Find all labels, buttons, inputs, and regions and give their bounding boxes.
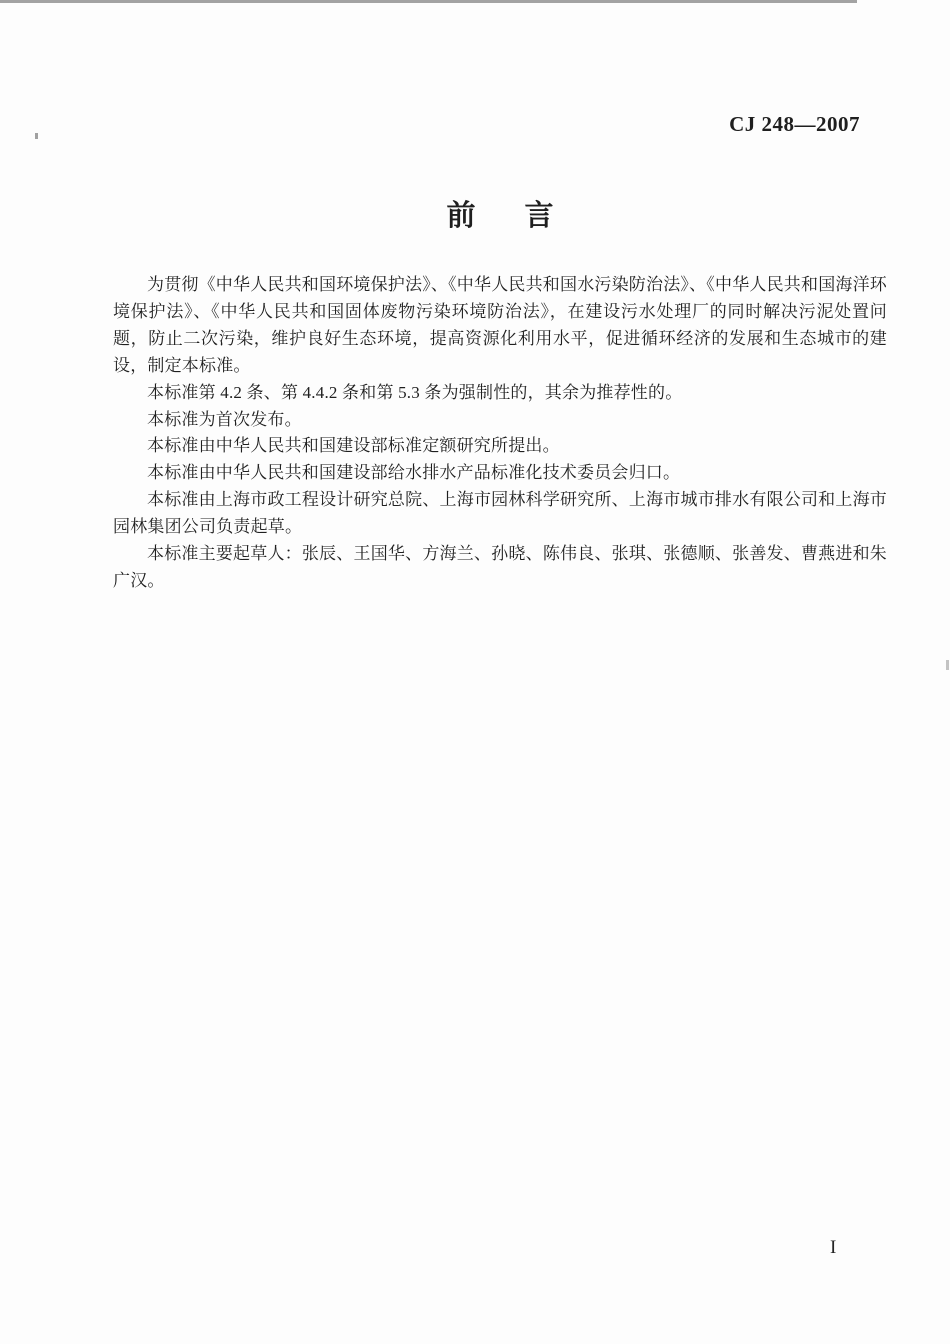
foreword-paragraph: 本标准由上海市政工程设计研究总院、上海市园林科学研究所、上海市城市排水有限公司和上海市园林集团公司负责起草。 bbox=[113, 490, 887, 537]
scan-edge-artifact bbox=[0, 0, 857, 3]
foreword-paragraph: 本标准第 4.2 条、第 4.4.2 条和第 5.3 条为强制性的，其余为推荐性的。 bbox=[147, 382, 683, 402]
standard-number: CJ 248—2007 bbox=[729, 112, 860, 136]
scan-speck bbox=[946, 660, 949, 670]
foreword-paragraph: 本标准由中华人民共和国建设部标准定额研究所提出。 bbox=[147, 436, 560, 456]
foreword-paragraph: 本标准由中华人民共和国建设部给水排水产品标准化技术委员会归口。 bbox=[147, 463, 681, 483]
foreword-body bbox=[113, 272, 887, 595]
foreword-paragraph: 为贯彻《中华人民共和国环境保护法》、《中华人民共和国水污染防治法》、《中华人民共和国海洋环境保护法》、《中华人民共和国固体废物污染环境防治法》，在建设污水处理厂的同时解决污泥处置问题，防止二次污染，维护良好生态环境，提高资源化利用水平，促进循环经济的发展和生态城市的建设，制定本标准。 bbox=[113, 275, 887, 375]
foreword-paragraph: 本标准主要起草人：张辰、王国华、方海兰、孙晓、陈伟良、张琪、张德顺、张善发、曹燕进和朱广汉。 bbox=[113, 544, 887, 590]
foreword-title: 前 言 bbox=[446, 200, 564, 232]
foreword-paragraph: 本标准为首次发布。 bbox=[147, 409, 302, 429]
page-number: I bbox=[830, 1237, 837, 1258]
scan-speck bbox=[35, 133, 38, 139]
